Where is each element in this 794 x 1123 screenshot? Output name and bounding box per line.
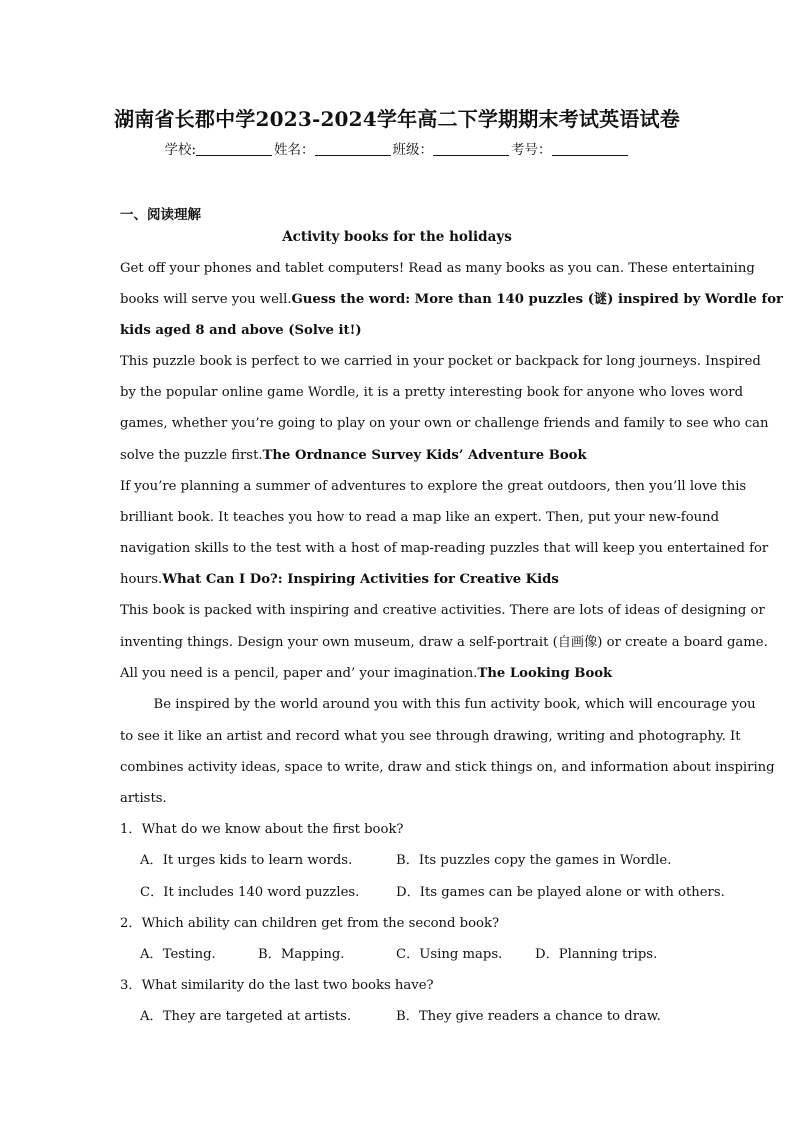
passage-line: to see it like an artist and record what you see through drawing, writing and photography. It bbox=[120, 729, 741, 744]
option-d[interactable]: D．Planning trips. bbox=[535, 947, 658, 962]
passage-line: books will serve you well.Guess the word: More than 140 puzzles (谜) inspired by Wordle for bbox=[120, 292, 783, 307]
section-heading: 一、阅读理解 bbox=[120, 207, 201, 223]
exam-no-blank[interactable] bbox=[552, 142, 628, 156]
passage-line: brilliant book. It teaches you how to read a map like an expert. Then, put your new-found bbox=[120, 510, 720, 525]
name-label: 姓名： bbox=[274, 142, 315, 158]
passage-line: by the popular online game Wordle, it is a pretty interesting book for anyone who loves word bbox=[120, 385, 744, 400]
option-a[interactable]: A．Testing. bbox=[140, 947, 216, 962]
passage-line: This puzzle book is perfect to we carried in your pocket or backpack for long journeys. Inspired bbox=[120, 354, 761, 369]
student-info-line bbox=[0, 138, 794, 158]
option-b[interactable]: B．Mapping. bbox=[258, 947, 345, 962]
passage-line: This book is packed with inspiring and creative activities. There are lots of ideas of designing or bbox=[120, 603, 765, 618]
question-stem: 1．What do we know about the first book? bbox=[120, 822, 404, 837]
exam-no-label: 考号： bbox=[511, 142, 552, 158]
class-blank[interactable] bbox=[433, 142, 509, 156]
option-d[interactable]: D．Its games can be played alone or with others. bbox=[396, 885, 725, 900]
school-label: 学校: bbox=[164, 142, 197, 158]
passage-title: Activity books for the holidays bbox=[282, 229, 512, 245]
passage-line: hours.What Can I Do?: Inspiring Activities for Creative Kids bbox=[120, 572, 559, 587]
school-blank[interactable] bbox=[196, 142, 272, 156]
passage-line: solve the puzzle first.The Ordnance Survey Kids’ Adventure Book bbox=[120, 448, 587, 463]
book-title: The Ordnance Survey Kids’ Adventure Book bbox=[262, 448, 587, 463]
passage-line: combines activity ideas, space to write, draw and stick things on, and information about inspiring bbox=[120, 760, 775, 775]
page-title: 湖南省长郡中学2023-2024学年高二下学期期末考试英语试卷 bbox=[114, 107, 680, 131]
passage-line bbox=[120, 323, 676, 339]
option-a[interactable]: A．They are targeted at artists. bbox=[140, 1009, 352, 1024]
passage-line: All you need is a pencil, paper and’ your imagination.The Looking Book bbox=[120, 666, 613, 681]
passage-line: Be inspired by the world around you with this fun activity book, which will encourage you bbox=[120, 697, 756, 712]
question-stem: 3．What similarity do the last two books have? bbox=[120, 978, 434, 993]
passage-line: navigation skills to the test with a host of map-reading puzzles that will keep you entertained for bbox=[120, 541, 769, 556]
book-title: kids aged 8 and above (Solve it!) bbox=[120, 323, 362, 338]
book-title: Guess the word: More than 140 puzzles (谜) inspired by Wordle for bbox=[291, 292, 783, 307]
passage-line: games, whether you’re going to play on your own or challenge friends and family to see who can bbox=[120, 416, 769, 431]
passage-line: inventing things. Design your own museum, draw a self-portrait (自画像) or create a board game. bbox=[120, 635, 768, 650]
option-b[interactable]: B．Its puzzles copy the games in Wordle. bbox=[396, 853, 672, 868]
option-b[interactable]: B．They give readers a chance to draw. bbox=[396, 1009, 661, 1024]
passage-line: artists. bbox=[120, 791, 167, 806]
passage-line: If you’re planning a summer of adventures to explore the great outdoors, then you’ll love this bbox=[120, 479, 747, 494]
option-c[interactable]: C．It includes 140 word puzzles. bbox=[140, 885, 360, 900]
option-c[interactable]: C．Using maps. bbox=[396, 947, 503, 962]
passage-line: Get off your phones and tablet computers! Read as many books as you can. These entertaining bbox=[120, 261, 755, 276]
class-label: 班级： bbox=[392, 142, 434, 158]
book-title: The Looking Book bbox=[477, 666, 613, 681]
option-a[interactable]: A．It urges kids to learn words. bbox=[140, 853, 353, 868]
book-title: What Can I Do?: Inspiring Activities for Creative Kids bbox=[162, 572, 559, 587]
question-stem: 2．Which ability can children get from the second book? bbox=[120, 916, 500, 931]
name-blank[interactable] bbox=[315, 142, 391, 156]
